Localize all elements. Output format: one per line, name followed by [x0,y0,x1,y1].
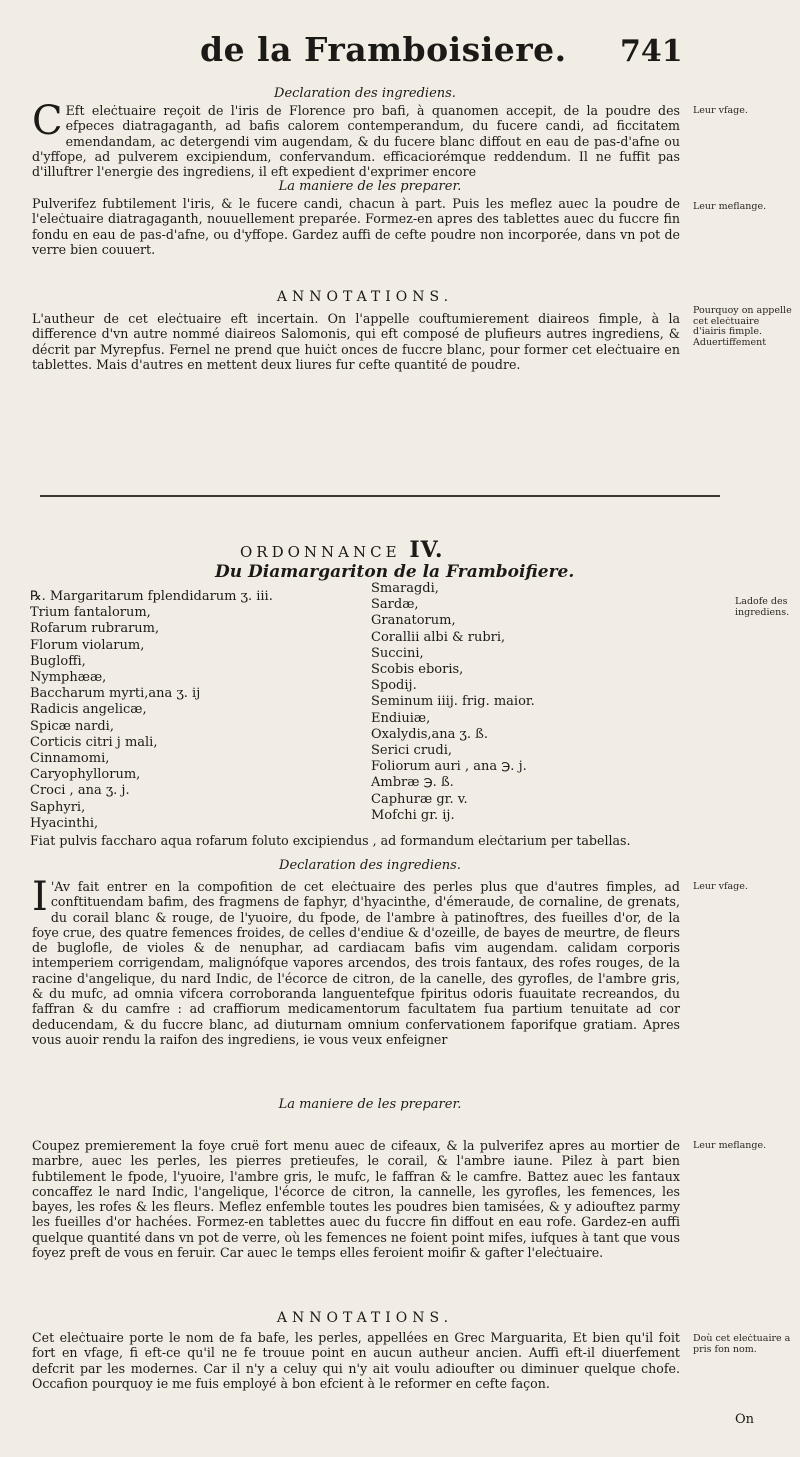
recipe-item: Granatorum, [371,613,456,629]
recipe-item: Rofarum rubrarum, [30,621,160,637]
recipe-item: Baccharum myrti,ana ʒ. ij [30,686,201,702]
margin-note-line: Aduertiffement [693,336,767,348]
paragraph-annotations-2: Cet eleċtuaire porte le nom de fa bafe, les perles, appellées en Grec Marguarita, Et bien qu'il foit fort en vfage, fi eft-ce qu'il ne fe trouue point en aucun autheur ancien. Auffi eft-il diuerfement defcrit par les modernes. Car il n'y a celuy qui n'y ait voulu adioufter ou diminuer quelque chofe. Occafion pourquoy ie me fuis employé à bon efcient à le reformer en cefte façon. [32,1330,680,1391]
recipe-item: Oxalydis,ana ʒ. ß. [371,726,488,742]
recipe-item: Bugloffi, [30,653,86,669]
paragraph-declaration-2 [32,874,680,1047]
drop-cap: I [32,874,48,920]
ordonnance-heading [240,537,444,563]
recipe-item: Corticis citri j mali, [30,734,158,750]
paragraph-text: 'Av fait entrer en la compofition de cet eleċtuaire des perles plus que d'autres fimples, ad conftituendam bafim, des fragmens de faphyr, d'hyacinthe, d'émeraude, de cornaline, de grenats, du corail blanc & rouge, de l'yuoire, du fpode, de l'ambre à patinoftres, des fueilles d'or, de la foye crue, des quatre femences froides, de celles d'endiue & d'ozeille, de bayes de meurtre, de fleurs de buglofle, de violes & de nenuphar, ad cardiacam bafis vim augendam. calidam corporis intemperiem corrigendam, malignófque vapores arcendos, des trois fantaux, des rofes rouges, de la racine d'angelique, du nard Indic, de l'écorce de citron, de la canelle, des gyrofles, de l'ambre gris, & du mufc, ad omnia vifcera corroboranda languentefque fpiritus odoris fuauitate recreandos, du faffran & du camfre : ad craffiorum medicamentorum facultatem fua partium tenuitate ad cor deducendam, & du fuccre blanc, ad diuturnam omnium confervationem faporifque gratiam. Apres vous auoir rendu la raifon des ingrediens, ie vous veux enfeigner [32,879,680,1047]
recipe-closing: Fiat pulvis faccharo aqua rofarum foluto excipiendus , ad formandum eleċtarium per tabellas. [30,833,631,848]
recipe-item: Hyacinthi, [30,815,99,831]
recipe-item: ℞. Margaritarum fplendidarum ʒ. iii. [30,589,273,604]
page-number: 741 [620,34,683,69]
margin-note-usage: Leur vfage. [693,105,748,116]
margin-note-naming [693,306,793,348]
paragraph-preparation-2: Coupez premierement la foye cruë fort menu auec de cifeaux, & la pulverifez apres au mortier de marbre, auec les perles, les pierres pretieufes, le corail, & l'ambre iaune. Pilez à part bien fubtilement le fpode, l'yuoire, l'ambre gris, le mufc, le faffran & le camfre. Battez auec les fantaux concaffez le nard Indic, l'angelique, l'écorce de citron, la cannelle, les gyrofles, les femences, les bayes, les rofes & les fleurs. Meflez enfemble toutes les poudres bien tamisées, & y adiouftez parmy les fueilles d'or hachées. Formez-en tablettes auec du fuccre fin diffout en eau rofe. Gardez-en auffi quelque quantité dans vn pot de verre, où les femences ne foient point mifes, iufques à tant que vous foyez preft de vous en feruir. Car auec le temps elles feroient moifir & gafter l'eleċtuaire. [32,1138,680,1261]
recipe-item: Seminum iiij. frig. maior. [371,694,535,710]
margin-note-dose: Ladofe des ingrediens. [735,596,790,618]
recipe-item: Foliorum auri , ana ℈. j. [371,759,527,775]
recipe-item: Caryophyllorum, [30,767,141,783]
drop-cap: C [32,98,63,144]
section-heading-declaration-2: Declaration des ingrediens. [279,858,461,873]
paragraph-text: Eft eleċtuaire reçoit de l'iris de Florence pro bafi, à quanomen accepit, de la poudre des efpeces diatragaganth, ad bafis calorem contemperandum, du fucere candi, ad ficcitatem emendandam, ac detergendi vim augendam, & du fucere blanc diffout en eau de pas-d'afne ou d'yffope, ad pulverem excipiendum, confervandum. efficaciorémque reddendum. Il ne fuffit pas d'illuftrer l'energie des ingrediens, il eft expedient d'exprimer encore [32,103,680,180]
recipe-item: Croci , ana ʒ. j. [30,783,130,799]
annotations-heading: ANNOTATIONS. [276,289,454,305]
recipe-item: Trium fantalorum, [30,605,151,621]
section-heading-preparation-2: La maniere de les preparer. [278,1097,462,1112]
catchword: On [735,1412,755,1427]
paragraph-declaration [32,98,680,180]
recipe-item: Mofchi gr. ij. [371,807,455,823]
recipe-item: Sardæ, [371,597,419,613]
recipe-item: Endiuiæ, [371,710,431,726]
section-heading-declaration: Declaration des ingrediens. [274,86,456,101]
ornamental-divider [40,495,720,497]
paragraph-preparation: Pulverifez fubtilement l'iris, & le fucere candi, chacun à part. Puis les meflez auec la poudre de l'eleċtuaire diatragaganth, nouuellement preparée. Formez-en apres des tablettes auec du fuccre fin fondu en eau de pas-d'afne, ou d'yffope. Gardez auffi de cefte poudre non incorporée, dans vn pot de verre bien couuert. [32,196,680,257]
running-title: de la Framboisiere. [200,30,567,69]
recipe-item: Saphyri, [30,799,86,815]
recipe-item: Nymphææ, [30,670,107,686]
paragraph-annotations: L'autheur de cet eleċtuaire eft incertain. On l'appelle couftumierement diaireos fimple, à la difference d'vn autre nommé diaireos Salomonis, qui eft composé de plufieurs autres ingrediens, & décrit par Myrepfus. Fernel ne prend que huiċt onces de fuccre blanc, pour former cet eleċtuaire en tablettes. Mais d'autres en mettent deux liures fur cefte quantité de poudre. [32,311,680,372]
recipe-item: Serici crudi, [371,743,453,759]
margin-note-line: Pourquoy on appelle cet eleċtuaire d'iairis fimple. [693,305,792,337]
recipe-item: Scobis eboris, [371,662,464,678]
margin-note-name-origin: Doù cet eleċtuaire a pris fon nom. [693,1333,791,1355]
recipe-item: Spicæ nardi, [30,718,114,734]
ordonnance-number: IV. [409,537,444,563]
recipe-item: Ambræ ℈. ß. [371,775,454,791]
recipe-item: Florum violarum, [30,637,145,653]
recipe-right-column [371,581,671,824]
recipe-item: Radicis angelicæ, [30,702,147,718]
margin-note-mixing: Leur meflange. [693,201,767,212]
recipe-item: Spodij. [371,678,417,694]
margin-note-mixing-2: Leur meflange. [693,1140,767,1151]
recipe-item: Smaragdi, [371,581,439,596]
ordonnance-label: ORDONNANCE [240,543,401,561]
ordonnance-title: Du Diamargariton de la Framboifiere. [215,562,575,582]
recipe-item: Caphuræ gr. v. [371,791,468,807]
annotations-heading-2: ANNOTATIONS. [276,1310,454,1326]
margin-note-usage-2: Leur vfage. [693,881,748,892]
recipe-item: Succini, [371,645,424,661]
recipe-item: Cinnamomi, [30,751,110,767]
section-heading-preparation: La maniere de les preparer. [278,179,462,194]
recipe-item: Corallii albi & rubri, [371,629,506,645]
recipe-left-column [30,589,360,832]
